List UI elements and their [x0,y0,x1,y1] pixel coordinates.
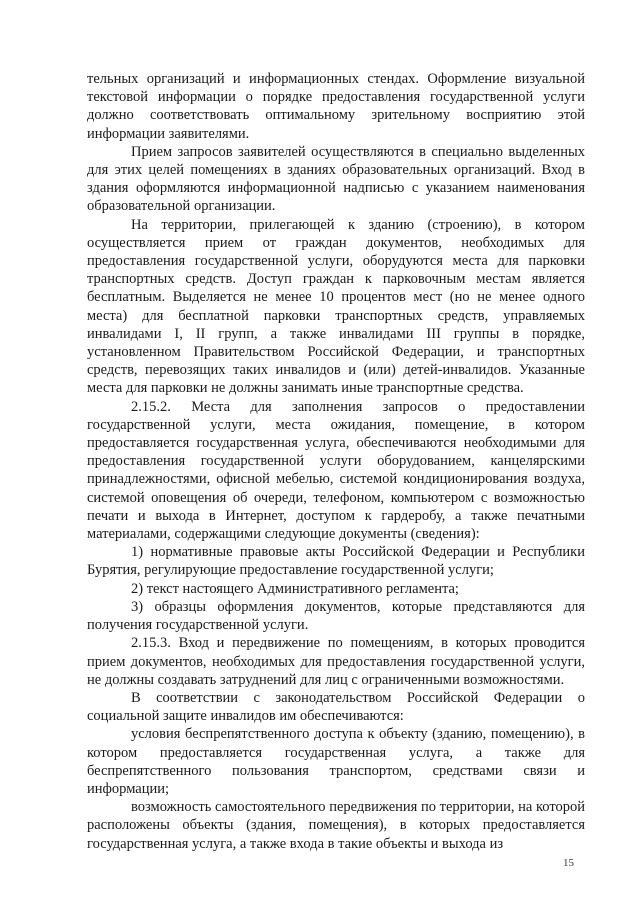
paragraph-reception-premises: Прием запросов заявителей осуществляются в специально выделенных для этих целей помещениях в зданиях образовательных организаций. Вход в здания оформляются информационной надписью с указанием наименования образовательной организации. [87,143,585,215]
paragraph-parking: На территории, прилегающей к зданию (строению), в котором осуществляется прием от граждан документов, необходимых для предоставления государственной услуги, оборудуются места для парковки транспортных средств. Доступ граждан к парковочным местам является бесплатным. Выделяется не менее 10 процентов мест (но не менее одного места) для бесплатной парковки транспортных средств, управляемых инвалидами I, II групп, а также инвалидами III группы в порядке, установленном Правительством Российской Федерации, и транспортных средств, перевозящих таких инвалидов и (или) детей-инвалидов. Указанные места для парковки не должны занимать иные транспортные средства. [87,216,585,397]
document-page [87,70,585,853]
list-item-2: 2) текст настоящего Административного регламента; [131,580,459,597]
page-number: 15 [563,857,574,869]
paragraph-access-conditions: условия беспрепятственного доступа к объекту (зданию, помещению), в котором предоставляется государственная услуга, а также для беспрепятственного пользования транспортом, средствами связи и информации; [87,726,585,797]
paragraph-independent-movement: возможность самостоятельного передвижения по территории, на которой расположены объекты (здания, помещения), в которых предоставляется государственная услуга, а также входа в такие объекты и выхода из [87,799,585,852]
list-item-3: 3) образцы оформления документов, которые представляются для получения государственной услуги. [87,598,585,634]
paragraph-2-15-3: 2.15.3. Вход и передвижение по помещениям, в которых проводится прием документов, необходимых для предоставления государственной услуги, не должны создавать затруднений для лиц с ограниченными возможностями. [87,635,585,688]
list-item-1: 1) нормативные правовые акты Российской Федерации и Республики Бурятия, регулирующие предоставление государственной услуги; [87,544,585,579]
paragraph-2-15-2: 2.15.2. Места для заполнения запросов о предоставлении государственной услуги, места ожидания, помещение, в котором предоставляется государственная услуга, обеспечиваются необходимыми для предоставления государственной услуги оборудованием, канцелярскими принадлежностями, офисной мебелью, системой кондиционирования воздуха, системой оповещения об очереди, телефоном, компьютером с возможностью печати и выхода в Интернет, доступом к гардеробу, а также печатными материалами, содержащими следующие документы (сведения): [87,398,585,543]
paragraph-stands-continuation: тельных организаций и информационных стендах. Оформление визуальной текстовой информации о порядке предоставления государственной услуги должно соответствовать оптимальному зрительному восприятию этой информации заявителями. [87,71,585,142]
paragraph-social-protection: В соответствии с законодательством Российской Федерации о социальной защите инвалидов им обеспечиваются: [87,689,585,725]
